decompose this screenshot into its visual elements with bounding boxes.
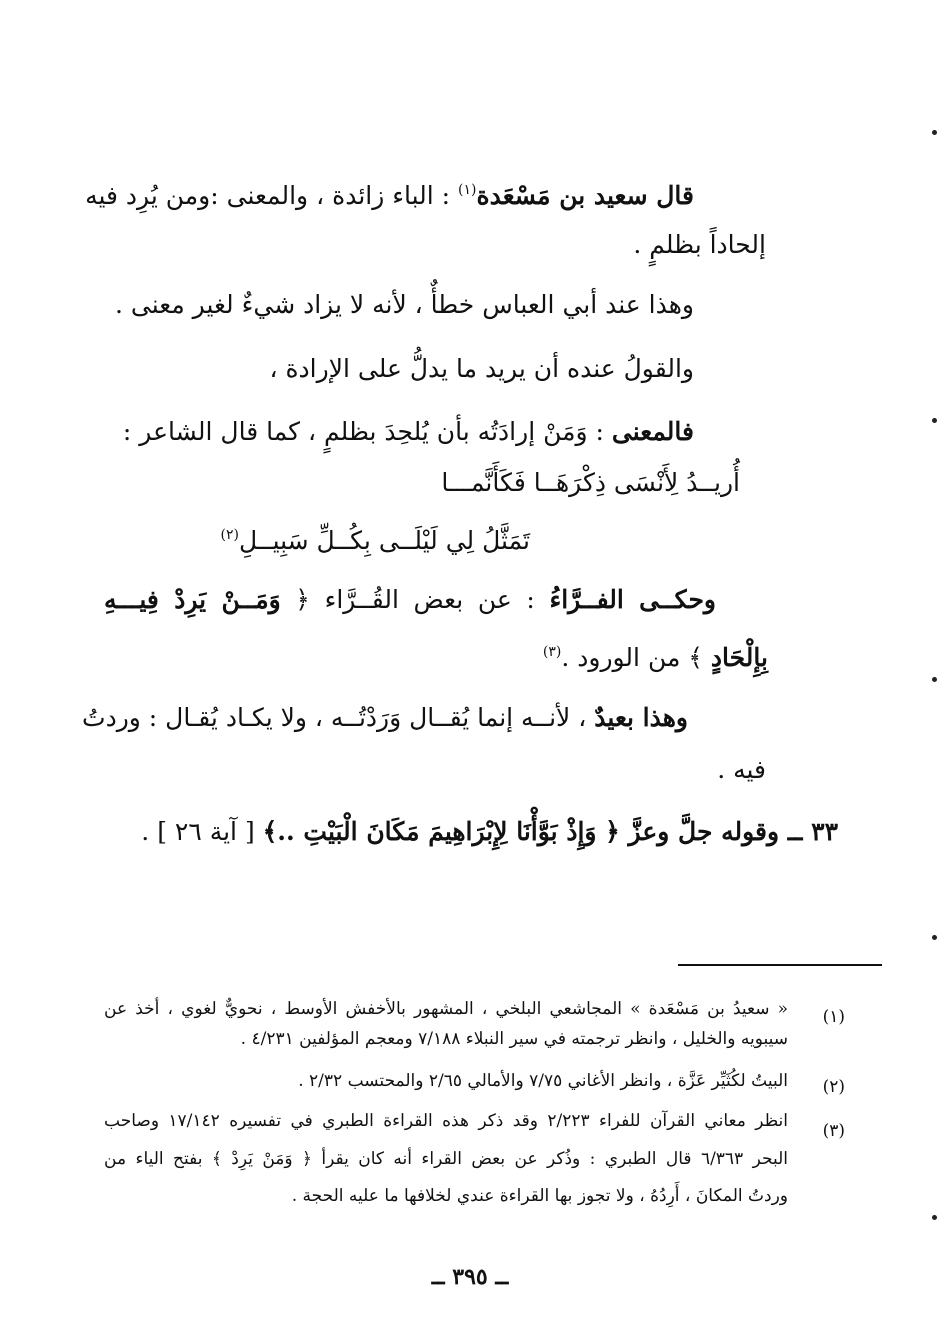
verse-text: أُريــدُ لِأَنْسَى ذِكْرَهَــا فَكَأَنَّمـــا xyxy=(441,468,740,497)
quran-text: وَمَــنْ يَرِدْ فِيـــهِ xyxy=(104,585,281,614)
footnote-ref: (١) xyxy=(458,182,477,198)
body-text: ﴾ من الورود . xyxy=(561,643,711,672)
body-text: إلحاداً بظلمٍ . xyxy=(633,230,766,259)
verse-hemistich xyxy=(180,517,530,559)
speaker-name: قال سعيد بن مَسْعَدة xyxy=(476,181,694,210)
scan-mark xyxy=(932,935,937,940)
footnote-line: البيتُ لكُثَيِّر عَزَّة ، وانظر الأغاني ٧/٧٥ والأمالي ٢/٦٥ والمحتسب ٢/٣٢ . xyxy=(298,1071,788,1091)
body-line xyxy=(82,700,688,736)
footnote-ref: (٢) xyxy=(220,527,239,543)
verse-ref: [ آية ٢٦ ] . xyxy=(141,817,263,846)
body-line xyxy=(515,634,768,676)
body-text: فيه . xyxy=(717,755,766,784)
page-number: ــ ٣٩٥ ــ xyxy=(431,1264,509,1290)
verse-heading xyxy=(104,814,838,850)
body-text: والقولُ عنده أن يريد ما يدلُّ على الإرادة ، xyxy=(269,354,694,383)
footnote-number: (١) xyxy=(822,1007,845,1027)
quran-text: وقوله جلَّ وعزَّ ﴿ وَإِذْ بَوَّأْنَا لِإِبْرَاهِيمَ مَكَانَ الْبَيْتِ ..﴾ xyxy=(262,817,788,846)
body-line xyxy=(260,351,694,387)
body-text: وهذا عند أبي العباس خطأٌ ، لأنه لا يزاد شيءٌ لغير معنى . xyxy=(114,290,694,319)
footnote-line: سيبويه والخليل ، وانظر ترجمته في سير النبلاء ٧/١٨٨ ومعجم المؤلفين ٤/٢٣١ . xyxy=(240,1029,788,1049)
body-text: ، لأنــه إنما يُقــال وَرَدْتُــه ، ولا يكـاد يُقـال : وردتُ xyxy=(82,703,595,732)
scan-mark xyxy=(932,418,937,423)
footnote-line: البحر ٦/٣٦٣ قال الطبري : وذُكر عن بعض القراء أنه كان يقرأ ﴿ وَمَنْ يَرِدْ ﴾ بفتح الياء من xyxy=(104,1149,788,1169)
body-line xyxy=(700,752,766,788)
scan-mark xyxy=(932,677,937,682)
quran-text: بِإِلْحَادٍ xyxy=(710,643,768,672)
body-text: : وَمَنْ إرادَتُه بأن يُلحِدَ بظلمٍ ، كما قال الشاعر : xyxy=(122,417,612,446)
footnote-line: انظر معاني القرآن للفراء ٢/٢٢٣ وقد ذكر هذه القراءة الطبري في تفسيره ١٧/١٤٢ وصاحب xyxy=(104,1111,788,1131)
verse-hemistich xyxy=(390,465,740,501)
footnote-number: (٢) xyxy=(822,1077,845,1097)
footnote-line: وردتُ المكانَ ، أَرِدُهُ ، ولا تجوز بها القراءة عندي لخلافها ما عليه الحجة . xyxy=(291,1186,788,1206)
scan-mark xyxy=(932,130,937,135)
body-line xyxy=(104,582,716,618)
body-line xyxy=(500,227,766,263)
footnote-ref: (٣) xyxy=(542,644,562,660)
footnote-separator xyxy=(678,964,882,966)
verse-number: ٣٣ ــ xyxy=(787,817,838,846)
body-text: : الباء زائدة ، والمعنى :ومن يُرِد فيه xyxy=(85,181,459,210)
footnote-number: (٣) xyxy=(822,1121,845,1141)
body-line xyxy=(110,287,694,323)
body-line xyxy=(122,414,694,450)
body-text: : عن بعض القُــرَّاء ﴿ xyxy=(280,585,550,614)
body-line xyxy=(85,172,694,214)
verse-text: تَمَثَّلُ لِي لَيْلَــى بِكُــلِّ سَبِيــلِ xyxy=(238,526,530,555)
term-bold: فالمعنى xyxy=(611,417,694,446)
footnote-line: « سعيدُ بن مَسْعَدة » المجاشعي البلخي ، المشهور بالأخفش الأوسط ، نحويٌّ لغوي ، أخذ عن xyxy=(104,999,788,1019)
term-bold: وهذا بعيدٌ xyxy=(594,703,688,732)
scan-mark xyxy=(932,1215,937,1220)
speaker-name: وحكــى الفــرَّاءُ xyxy=(549,585,716,614)
